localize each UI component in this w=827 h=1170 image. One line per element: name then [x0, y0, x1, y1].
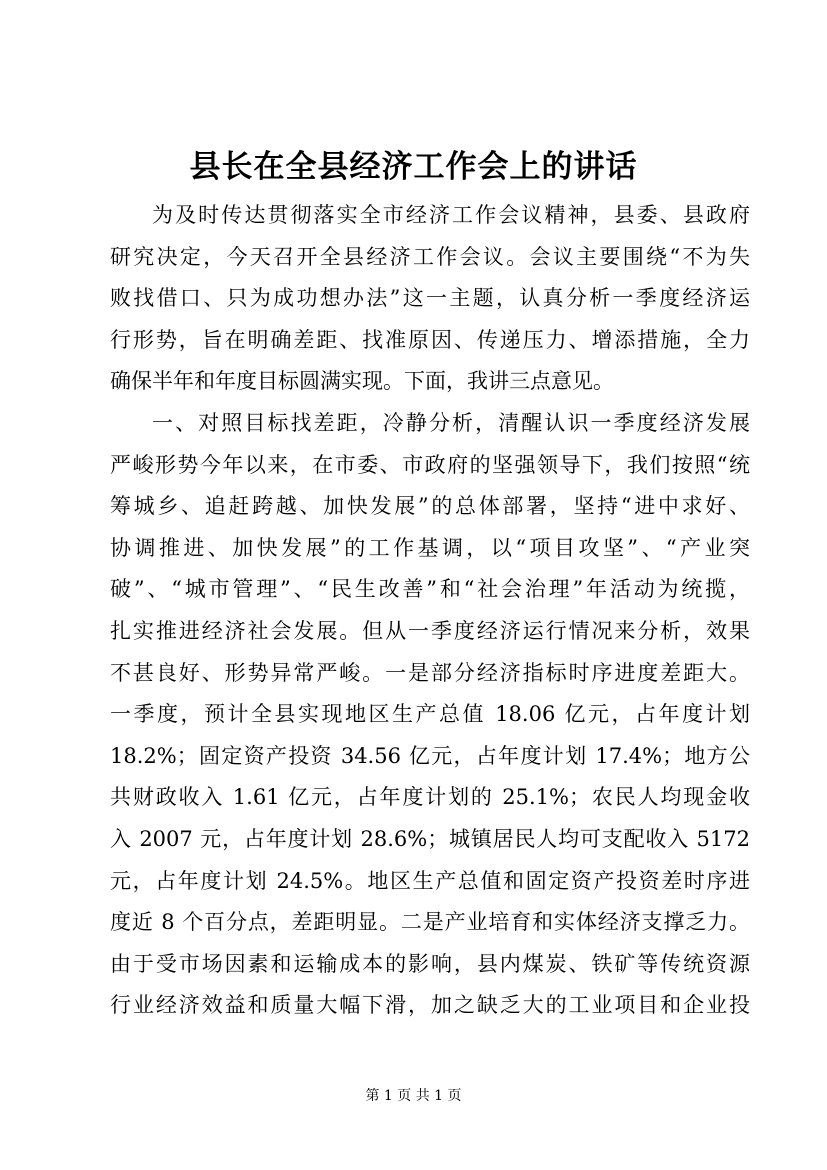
- document-body: [110, 195, 750, 1027]
- paragraph-line: 确保半年和年度目标圆满实现。下面，我讲三点意见。: [110, 369, 614, 394]
- paragraph-line: 为及时传达贯彻落实全市经济工作会议精神，县委、县政府: [152, 203, 750, 227]
- paragraph-line: 行形势，旨在明确差距、找准原因、传递压力、增添措施，全力: [110, 327, 750, 352]
- paragraph-line: 严峻形势今年以来，在市委、市政府的坚强领导下，我们按照“统: [110, 452, 750, 477]
- paragraph-line: 入 2007 元，占年度计划 28.6%；城镇居民人均可支配收入 5172: [110, 826, 750, 851]
- paragraph-line: 共财政收入 1.61 亿元，占年度计划的 25.1%；农民人均现金收: [110, 785, 750, 810]
- paragraph-line: 研究决定，今天召开全县经济工作会议。会议主要围绕“不为失: [110, 244, 750, 269]
- paragraph-line: 破”、“城市管理”、“民生改善”和“社会治理”年活动为统揽，: [110, 577, 750, 602]
- document-title: 县长在全县经济工作会上的讲话: [189, 149, 638, 185]
- paragraph-line: 筹城乡、追赶跨越、加快发展”的总体部署，坚持“进中求好、: [110, 494, 750, 519]
- paragraph-line: 度近 8 个百分点，差距明显。二是产业培育和实体经济支撑乏力。: [110, 910, 750, 935]
- paragraph-line: 扎实推进经济社会发展。但从一季度经济运行情况来分析，效果: [110, 618, 750, 643]
- paragraph-line: 元，占年度计划 24.5%。地区生产总值和固定资产投资差时序进: [110, 868, 750, 893]
- paragraph-line: 一季度，预计全县实现地区生产总值 18.06 亿元，占年度计划: [110, 702, 750, 727]
- paragraph-line: 18.2%；固定资产投资 34.56 亿元，占年度计划 17.4%；地方公: [110, 743, 750, 768]
- paragraph-line: 败找借口、只为成功想办法”这一主题，认真分析一季度经济运: [110, 286, 750, 311]
- paragraph-line: 由于受市场因素和运输成本的影响，县内煤炭、铁矿等传统资源: [110, 951, 750, 976]
- paragraph-line: 不甚良好、形势异常严峻。一是部分经济指标时序进度差距大。: [110, 660, 750, 685]
- paragraph-line: 协调推进、加快发展”的工作基调，以“项目攻坚”、“产业突: [110, 535, 750, 560]
- paragraph-line: 一、对照目标找差距，冷静分析，清醒认识一季度经济发展: [152, 410, 750, 435]
- page-number-footer: 第 1 页 共 1 页: [365, 1088, 462, 1104]
- paragraph-line: 行业经济效益和质量大幅下滑，加之缺乏大的工业项目和企业投: [110, 993, 750, 1018]
